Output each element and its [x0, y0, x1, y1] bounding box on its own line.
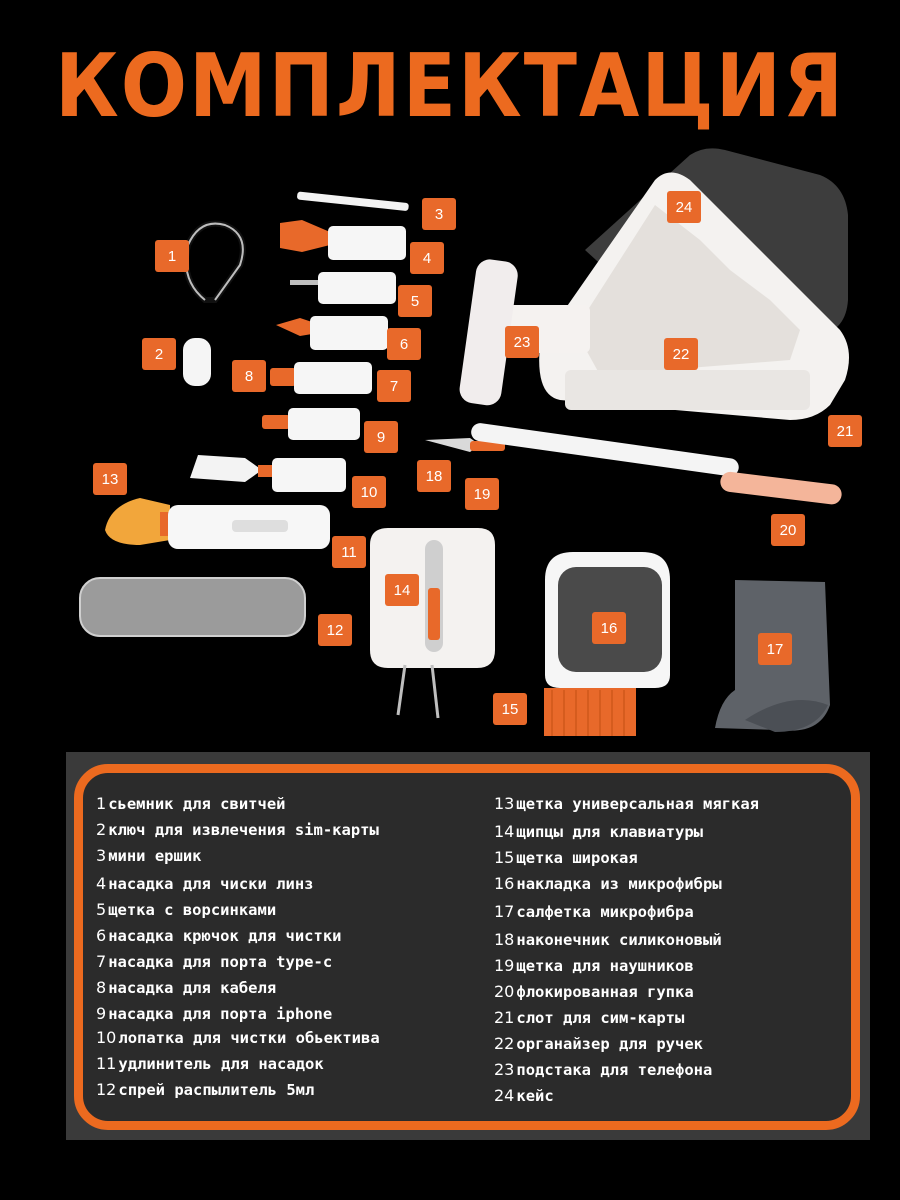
badge-23: 23 — [505, 326, 539, 358]
badge-20: 20 — [771, 514, 805, 546]
list-item: 13 щетка универсальная мягкая — [494, 794, 759, 813]
list-item: 16 накладка из микрофибры — [494, 874, 722, 893]
badge-8: 8 — [232, 360, 266, 392]
badge-16: 16 — [592, 612, 626, 644]
organizer-base — [565, 370, 810, 410]
badge-14: 14 — [385, 574, 419, 606]
list-item: 6 насадка крючок для чистки — [96, 926, 342, 945]
list-item: 24 кейс — [494, 1086, 554, 1105]
legend-panel — [74, 764, 860, 1130]
list-item: 2 ключ для извлечения sim-карты — [96, 820, 379, 839]
badge-2: 2 — [142, 338, 176, 370]
list-item: 15 щетка широкая — [494, 848, 638, 867]
page-title: КОМПЛЕКТАЦИЯ — [54, 36, 846, 138]
list-item: 5 щетка с ворсинками — [96, 900, 277, 919]
list-item: 3 мини ершик — [96, 846, 202, 865]
list-item: 12 спрей распылитель 5мл — [96, 1080, 315, 1099]
list-item: 11 удлинитель для насадок — [96, 1054, 324, 1073]
badge-22: 22 — [664, 338, 698, 370]
brush-bristles — [544, 688, 636, 736]
badge-18: 18 — [417, 460, 451, 492]
badge-1: 1 — [155, 240, 189, 272]
list-item: 18 наконечник силиконовый — [494, 930, 722, 949]
mini-brush — [297, 191, 409, 211]
spray-bottle — [80, 578, 305, 636]
earphone-pen — [470, 422, 740, 477]
badge-17: 17 — [758, 633, 792, 665]
list-item: 19 щетка для наушников — [494, 956, 694, 975]
badge-15: 15 — [493, 693, 527, 725]
hook-attachment — [310, 316, 388, 350]
badge-13: 13 — [93, 463, 127, 495]
list-item: 8 насадка для кабеля — [96, 978, 277, 997]
list-item: 23 подстака для телефона — [494, 1060, 713, 1079]
typec-attachment — [294, 362, 372, 394]
badge-3: 3 — [422, 198, 456, 230]
iphone-attachment — [288, 408, 360, 440]
list-item: 22 органайзер для ручек — [494, 1034, 703, 1053]
badge-7: 7 — [377, 370, 411, 402]
list-item: 14 щипцы для клавиатуры — [494, 822, 703, 841]
flocked-sponge — [719, 471, 843, 506]
list-item: 1 сьемник для свитчей — [96, 794, 286, 813]
badge-24: 24 — [667, 191, 701, 223]
badge-19: 19 — [465, 478, 499, 510]
badge-21: 21 — [828, 415, 862, 447]
badge-12: 12 — [318, 614, 352, 646]
badge-4: 4 — [410, 242, 444, 274]
list-item: 4 насадка для чиски линз — [96, 874, 314, 893]
list-item: 7 насадка для порта type-c — [96, 952, 333, 971]
badge-10: 10 — [352, 476, 386, 508]
list-item: 10 лопатка для чистки обьектива — [96, 1028, 380, 1047]
lens-attachment — [328, 226, 406, 260]
list-item: 9 насадка для порта iphone — [96, 1004, 333, 1023]
lens-spatula — [272, 458, 346, 492]
badge-5: 5 — [398, 285, 432, 317]
list-item: 20 флокированная гупка — [494, 982, 694, 1001]
badge-9: 9 — [364, 421, 398, 453]
bristle-attachment — [318, 272, 396, 304]
sim-key — [183, 338, 211, 386]
badge-6: 6 — [387, 328, 421, 360]
list-item: 21 слот для сим-карты — [494, 1008, 685, 1027]
badge-11: 11 — [332, 536, 366, 568]
list-item: 17 салфетка микрофибра — [494, 902, 694, 921]
